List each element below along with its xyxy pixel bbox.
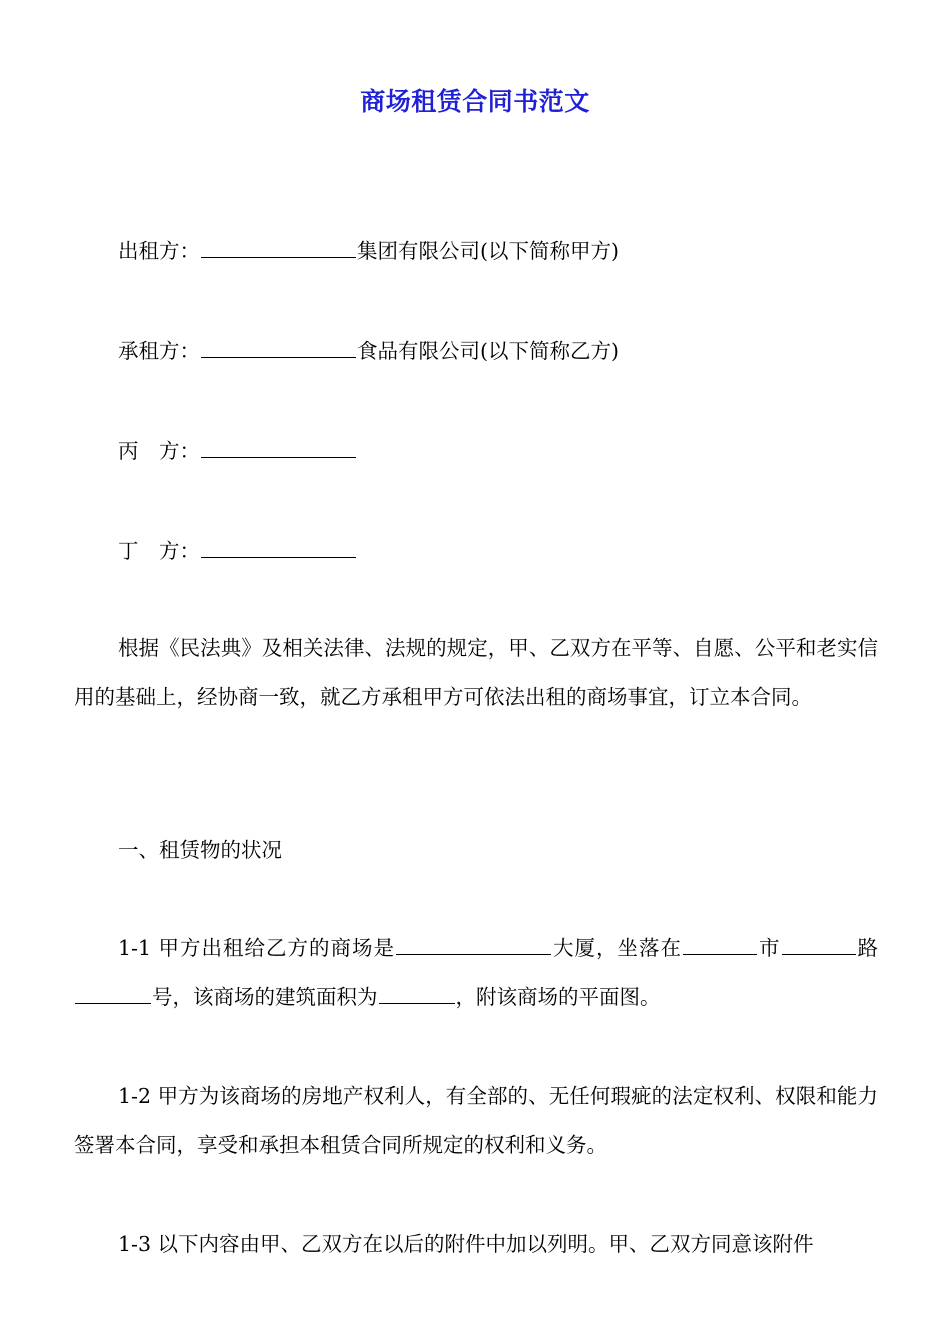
lessee-line xyxy=(118,336,619,366)
clause-1-1-part-f: ，附该商场的平面图。 xyxy=(455,985,661,1009)
area-blank xyxy=(379,985,455,1004)
clause-1-2: 1-2 甲方为该商场的房地产权利人，有全部的、无任何瑕疵的法定权利、权限和能力签署本合同，享受和承担本租赁合同所规定的权利和义务。 xyxy=(74,1084,878,1157)
section-1-heading: 一、租赁物的状况 xyxy=(118,838,282,862)
clause-1-1 xyxy=(74,924,878,1022)
fourth-party-blank xyxy=(201,539,356,558)
lessor-blank xyxy=(201,239,356,258)
clause-1-1-part-d: 路 xyxy=(856,936,879,960)
lessor-line xyxy=(118,236,619,266)
clause-1-1-part-e: 号，该商场的建筑面积为 xyxy=(152,985,378,1009)
street-number-blank xyxy=(75,985,151,1004)
city-blank xyxy=(683,936,757,955)
third-party-line xyxy=(118,436,357,466)
clause-1-3: 1-3 以下内容由甲、乙双方在以后的附件中加以列明。甲、乙双方同意该附件 xyxy=(118,1232,814,1256)
district-blank xyxy=(782,936,856,955)
document-title: 商场租赁合同书范文 xyxy=(360,87,590,116)
clause-1-1-part-b: 大厦，坐落在 xyxy=(552,936,683,960)
clause-1-1-part-c: 市 xyxy=(758,936,781,960)
building-name-blank xyxy=(396,936,551,955)
lessee-suffix: 食品有限公司(以下简称乙方) xyxy=(357,339,619,363)
fourth-party-line xyxy=(118,536,357,566)
fourth-party-label: 丁 方： xyxy=(118,539,200,563)
lessor-label: 出租方： xyxy=(118,239,200,263)
lessor-suffix: 集团有限公司(以下简称甲方) xyxy=(357,239,619,263)
lessee-blank xyxy=(201,339,356,358)
clause-1-1-part-a: 1-1 甲方出租给乙方的商场是 xyxy=(118,936,396,960)
third-party-blank xyxy=(201,439,356,458)
lessee-label: 承租方： xyxy=(118,339,200,363)
third-party-label: 丙 方： xyxy=(118,439,200,463)
preamble-paragraph: 根据《民法典》及相关法律、法规的规定，甲、乙双方在平等、自愿、公平和老实信用的基础上，经协商一致，就乙方承租甲方可依法出租的商场事宜，订立本合同。 xyxy=(74,636,878,709)
